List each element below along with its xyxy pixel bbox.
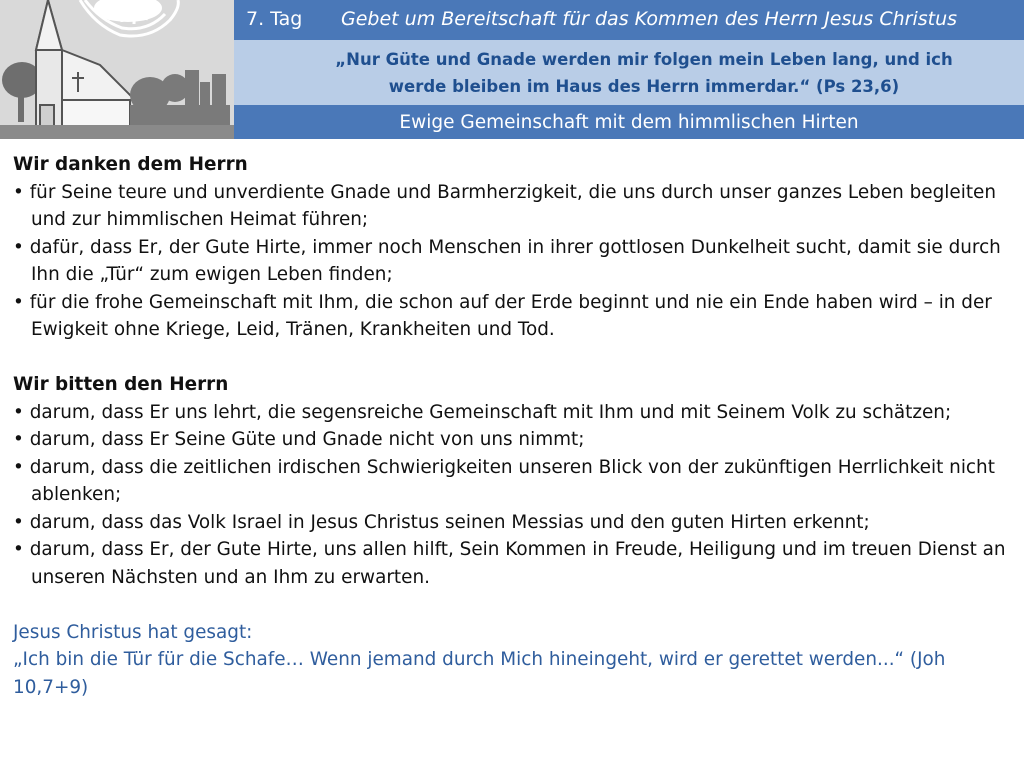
theme-bar xyxy=(234,105,1024,139)
request-item: • darum, dass das Volk Israel in Jesus Christus seinen Messias und den guten Hirten erkennt; xyxy=(13,511,870,533)
verse-line-2: werde bleiben im Haus des Herrn immerdar.“ (Ps 23,6) xyxy=(388,76,900,96)
requests-heading: Wir bitten den Herrn xyxy=(13,374,229,395)
request-item: • darum, dass die zeitlichen irdischen Schwierigkeiten unseren Blick von der zukünftigen Herrlichkeit nicht ablenken; xyxy=(13,456,995,505)
request-item: • darum, dass Er uns lehrt, die segensreiche Gemeinschaft mit Ihm und mit Seinem Volk zu schätzen; xyxy=(13,401,952,423)
thanks-item: • dafür, dass Er, der Gute Hirte, immer noch Menschen in ihrer gottlosen Dunkelheit sucht, damit sie durch Ihn die „Tür“ zum ewigen Leben finden; xyxy=(13,236,1001,285)
thanks-item: • für die frohe Gemeinschaft mit Ihm, die schon auf der Erde beginnt und nie ein Ende haben wird – in der Ewigkeit ohne Kriege, Leid, Tränen, Krankheiten und Tod. xyxy=(13,291,992,340)
thanks-heading: Wir danken dem Herrn xyxy=(13,154,248,175)
church-illustration xyxy=(0,0,234,139)
closing-quote xyxy=(13,619,1018,702)
verse-bar xyxy=(234,40,1024,105)
request-item: • darum, dass Er Seine Güte und Gnade nicht von uns nimmt; xyxy=(13,429,585,450)
church-logo xyxy=(0,0,234,139)
spacer xyxy=(13,591,1018,619)
verse-quote xyxy=(305,46,952,100)
quote-intro: Jesus Christus hat gesagt: xyxy=(13,621,253,643)
header-title-bar xyxy=(234,0,1024,40)
theme-title: Ewige Gemeinschaft mit dem himmlischen Hirten xyxy=(399,111,859,133)
day-label: 7. Tag xyxy=(246,8,303,30)
spacer xyxy=(13,344,1018,372)
request-item: • darum, dass Er, der Gute Hirte, uns allen hilft, Sein Kommen in Freude, Heiligung und im treuen Dienst an unseren Nächsten und an Ihm zu erwarten. xyxy=(13,539,1006,588)
prayer-content xyxy=(13,151,1018,701)
quote-text: „Ich bin die Tür für die Schafe… Wenn jemand durch Mich hineingeht, wird er gerettet werden...“ (Joh 10,7+9) xyxy=(13,649,946,698)
prayer-title: Gebet um Bereitschaft für das Kommen des Herrn Jesus Christus xyxy=(341,8,958,30)
thanks-item: • für Seine teure und unverdiente Gnade und Barmherzigkeit, die uns durch unser ganzes Leben begleiten und zur himmlischen Heimat führen; xyxy=(13,181,997,230)
verse-line-1: „Nur Güte und Gnade werden mir folgen mein Leben lang, und ich xyxy=(335,49,953,69)
